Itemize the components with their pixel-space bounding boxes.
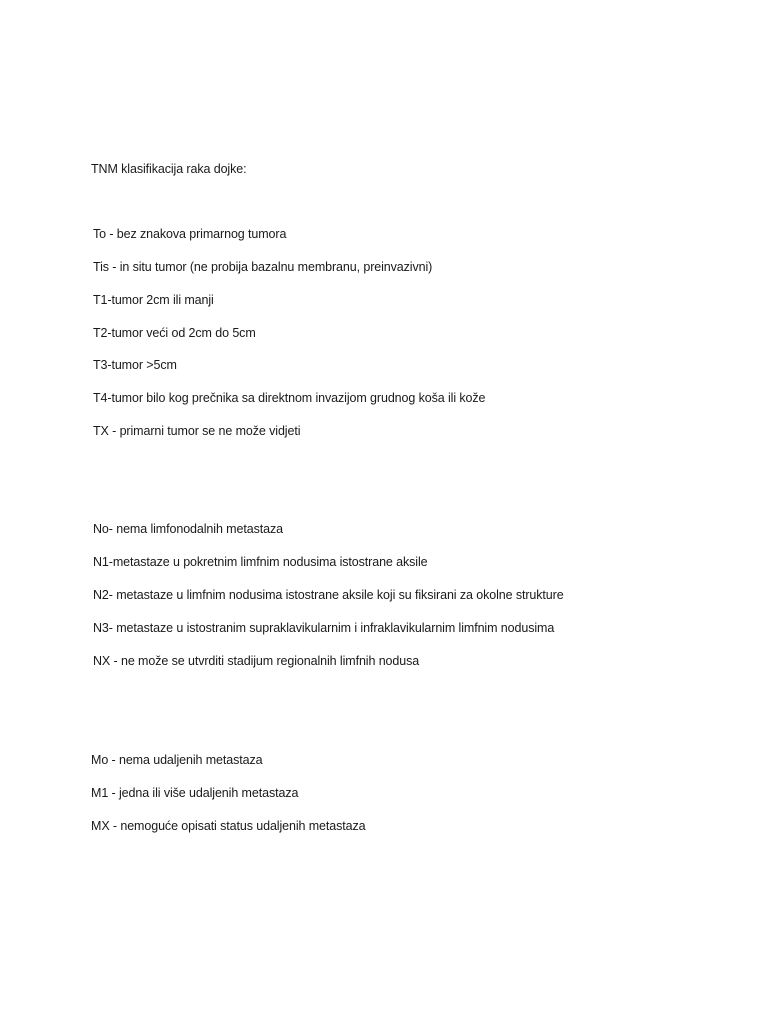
t-item-t1: T1-tumor 2cm ili manji xyxy=(93,293,214,307)
document-title: TNM klasifikacija raka dojke: xyxy=(91,162,247,176)
m-item-mx: MX - nemoguće opisati status udaljenih metastaza xyxy=(91,819,366,833)
m-item-m1: M1 - jedna ili više udaljenih metastaza xyxy=(91,786,299,800)
n-item-n2: N2- metastaze u limfnim nodusima istostrane aksile koji su fiksirani za okolne strukture xyxy=(93,588,564,602)
n-item-n3: N3- metastaze u istostranim supraklavikularnim i infraklavikularnim limfnim nodusima xyxy=(93,621,555,635)
t-item-tis: Tis - in situ tumor (ne probija bazalnu membranu, preinvazivni) xyxy=(93,260,433,274)
t-item-t0: To - bez znakova primarnog tumora xyxy=(93,227,287,241)
t-item-t4: T4-tumor bilo kog prečnika sa direktnom invazijom grudnog koša ili kože xyxy=(93,391,486,405)
n-item-n0: No- nema limfonodalnih metastaza xyxy=(93,522,283,536)
m-item-m0: Mo - nema udaljenih metastaza xyxy=(91,753,263,767)
t-item-tx: TX - primarni tumor se ne može vidjeti xyxy=(93,424,301,438)
t-item-t3: T3-tumor >5cm xyxy=(93,358,177,372)
t-item-t2: T2-tumor veći od 2cm do 5cm xyxy=(93,326,256,340)
n-item-nx: NX - ne može se utvrditi stadijum regionalnih limfnih nodusa xyxy=(93,654,420,668)
n-item-n1: N1-metastaze u pokretnim limfnim nodusima istostrane aksile xyxy=(93,555,428,569)
